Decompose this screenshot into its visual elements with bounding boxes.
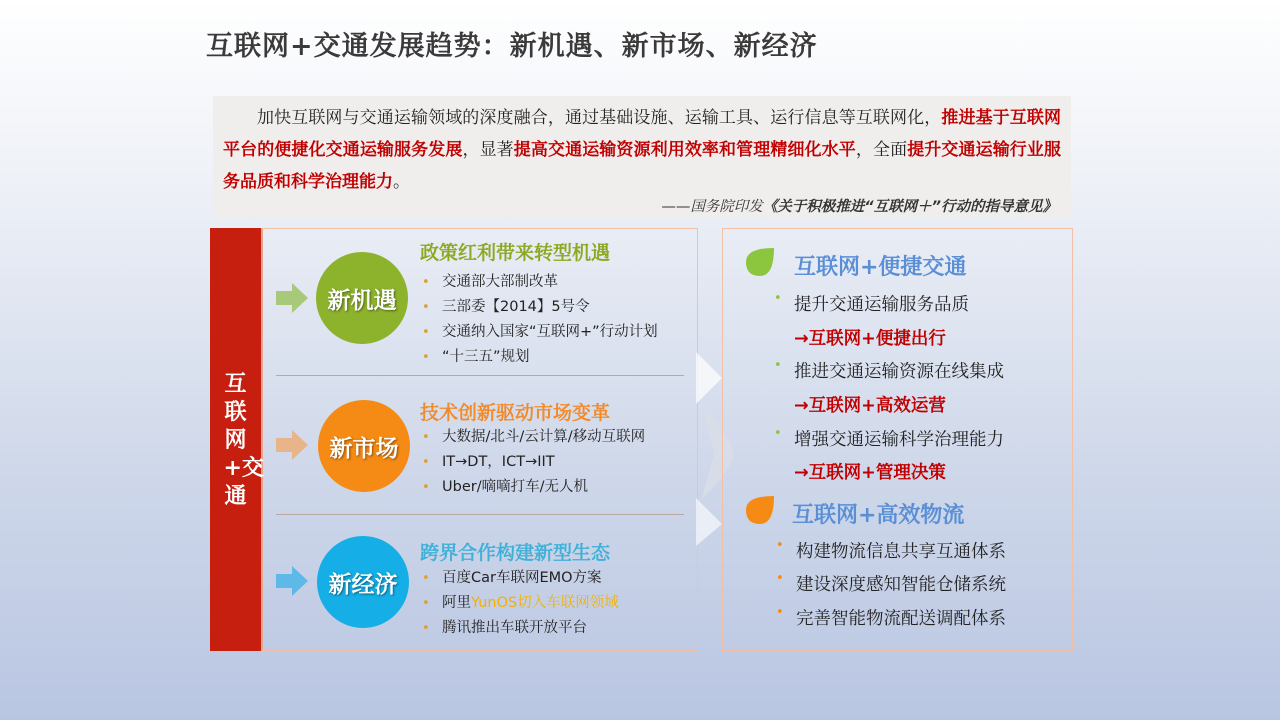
leaf-icon: [744, 246, 776, 278]
quote-box: [213, 96, 1071, 218]
quote-source-title: 《关于积极推进“互联网＋”行动的指导意见》: [762, 199, 1057, 215]
quote-text: [223, 102, 1061, 198]
quote-highlight: 推进基于互联网平台的便捷化交通运输服务发展: [223, 108, 1062, 160]
quote-highlight: 提高交通运输资源利用效率和管理精细化水平: [513, 140, 856, 160]
list-item: • 增强交通运输科学治理能力: [774, 426, 1004, 450]
quote-part: ，显著: [462, 140, 514, 160]
list-item-text: 阿里: [442, 595, 471, 611]
divider: [276, 375, 684, 376]
list-item: • 交通部大部制改革: [422, 270, 658, 295]
list-item-sub: →互联网+管理决策: [794, 463, 946, 483]
divider: [276, 514, 684, 515]
row-list: [422, 425, 645, 500]
list-item-highlight: YunOS切入车联网领域: [471, 595, 619, 611]
list-item: • “十三五”规划: [422, 345, 658, 370]
list-item: • 提升交通运输服务品质: [774, 291, 969, 315]
list-item: • Uber/嘀嘀打车/无人机: [422, 475, 645, 500]
list-item: • 三部委【2014】5号令: [422, 295, 658, 320]
list-item: • 构建物流信息共享互通体系: [776, 538, 1006, 562]
quote-part: ，全面: [855, 140, 908, 160]
circle-new-economy: 新经济: [317, 536, 409, 628]
right-arrow-icon: [276, 566, 308, 596]
right-arrow-icon: [276, 430, 308, 460]
row-list: [422, 566, 619, 641]
list-item-text: 构建物流信息共享互通体系: [796, 542, 1006, 562]
list-item-text: 提升交通运输服务品质: [794, 295, 969, 315]
list-item: • 推进交通运输资源在线集成: [774, 358, 1004, 382]
sidebar-label: 互联网+交通: [223, 370, 264, 509]
list-item-sub: →互联网+便捷出行: [794, 329, 946, 349]
list-item-text: 增强交通运输科学治理能力: [794, 430, 1004, 450]
right-arrow-icon: [276, 283, 308, 313]
section-heading: 互联网+便捷交通: [794, 255, 967, 280]
list-item: • 完善智能物流配送调配体系: [776, 605, 1006, 629]
circle-new-market: 新市场: [318, 400, 410, 492]
list-item-text: 完善智能物流配送调配体系: [796, 609, 1006, 629]
list-item: • 交通纳入国家“互联网+”行动计划: [422, 320, 658, 345]
quote-source: [661, 195, 1057, 216]
quote-part: 加快互联网与交通运输领域的深度融合，通过基础设施、运输工具、运行信息等互联网化，: [257, 108, 942, 128]
section-heading: 互联网+高效物流: [792, 503, 965, 528]
row-heading: 政策红利带来转型机遇: [420, 242, 611, 264]
circle-new-opportunity: 新机遇: [316, 252, 408, 344]
quote-highlight: 提升交通运输行业服务品质和科学治理能力: [223, 140, 1062, 192]
list-item-text: 建设深度感知智能仓储系统: [796, 575, 1006, 595]
list-item: • 百度Car车联网EMO方案: [422, 566, 619, 591]
row-list: [422, 270, 658, 370]
list-item: [422, 591, 619, 616]
list-item: • 大数据/北斗/云计算/移动互联网: [422, 425, 645, 450]
list-item: • IT→DT，ICT→IIT: [422, 450, 645, 475]
list-item: • 腾讯推出车联开放平台: [422, 616, 619, 641]
list-item: • 建设深度感知智能仓储系统: [776, 571, 1006, 595]
quote-source-prefix: ——国务院印发: [661, 199, 763, 215]
row-heading: 跨界合作构建新型生态: [420, 542, 611, 564]
leaf-icon: [744, 494, 776, 526]
quote-part: 。: [393, 172, 410, 192]
sidebar-bar: [210, 228, 263, 651]
list-item-text: 推进交通运输资源在线集成: [794, 362, 1004, 382]
row-heading: 技术创新驱动市场变革: [420, 402, 611, 424]
page-title: 互联网+交通发展趋势：新机遇、新市场、新经济: [206, 31, 818, 62]
list-item-sub: →互联网+高效运营: [794, 396, 946, 416]
